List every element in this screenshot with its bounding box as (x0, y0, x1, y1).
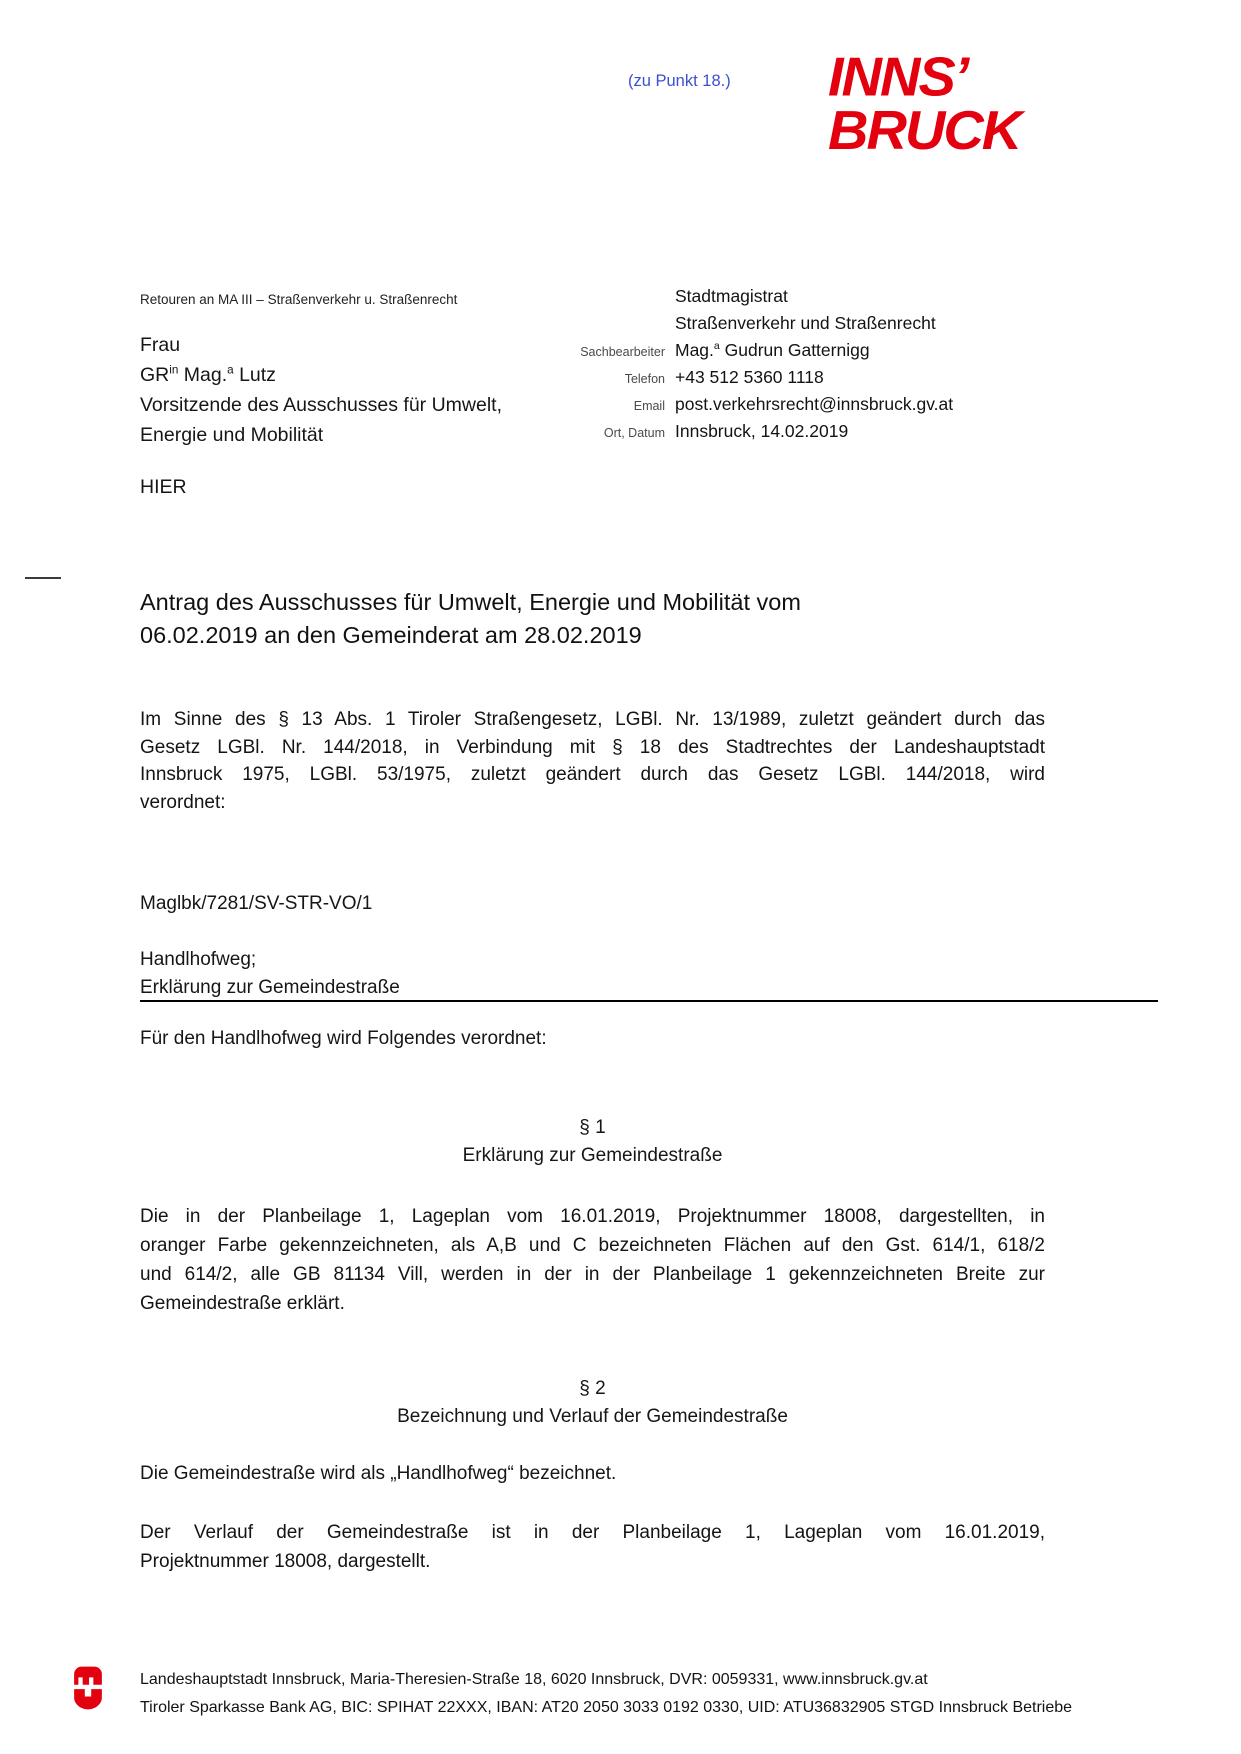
contact-info-block (515, 286, 1075, 448)
subject-block (140, 946, 1045, 1002)
agenda-point-note: (zu Punkt 18.) (628, 72, 731, 90)
phone-label: Telefon (624, 372, 665, 386)
fold-mark (25, 577, 61, 579)
text-line: Vorsitzende des Ausschusses für Umwelt, (140, 394, 502, 416)
document-title (140, 586, 1100, 652)
text-line: Energie und Mobilität (140, 424, 324, 446)
contact-row-phone (515, 367, 1075, 394)
clerk-value: Mag.$^a$ Gudrun Gatternigg (675, 340, 870, 360)
text-line: Im Sinne des § 13 Abs. 1 Tiroler Straßengesetz, LGBl. Nr. 13/1989, zuletzt geändert durch das (140, 709, 1045, 730)
date-label: Ort, Datum (603, 426, 665, 440)
contact-row-clerk (515, 340, 1075, 367)
section-1-paragraph (140, 1202, 1045, 1318)
section-1-title: Erklärung zur Gemeindestraße (462, 1145, 723, 1166)
text-line: Projektnummer 18008, dargestellt. (140, 1551, 431, 1572)
date-value: Innsbruck, 14.02.2019 (675, 421, 849, 441)
recipient-location: HIER (140, 476, 187, 498)
section-2-number: § 2 (579, 1378, 606, 1399)
text-line: oranger Farbe gekennzeichneten, als A,B und C bezeichneten Flächen auf den Gst. 614/1, 618/2 (140, 1235, 1045, 1256)
contact-department-row (515, 313, 1075, 340)
subject-street: Handlhofweg; (140, 949, 257, 970)
innsbruck-coat-of-arms-icon (72, 1666, 104, 1715)
text-line: Innsbruck 1975, LGBl. 53/1975, zuletzt geändert durch das Gesetz LGBl. 144/2018, wird (140, 764, 1045, 785)
section-2-heading (140, 1375, 1045, 1431)
section-2-title: Bezeichnung und Verlauf der Gemeindestraße (397, 1406, 788, 1427)
text-line: Gesetz LGBl. Nr. 144/2018, in Verbindung mit § 18 des Stadtrechtes der Landeshauptstadt (140, 736, 1045, 758)
decree-intro: Für den Handlhofweg wird Folgendes verordnet: (140, 1028, 547, 1049)
department-name: Straßenverkehr und Straßenrecht (675, 313, 936, 333)
text-line: Antrag des Ausschusses für Umwelt, Energie und Mobilität vom (140, 589, 801, 615)
text-line: verordnet: (140, 791, 226, 813)
section-1-number: § 1 (579, 1117, 606, 1138)
contact-row-date (515, 421, 1075, 448)
footer-address-line: Landeshauptstadt Innsbruck, Maria-Theresien-Straße 18, 6020 Innsbruck, DVR: 0059331, www.innsbruck.gv.at (140, 1671, 928, 1688)
text-line: Der Verlauf der Gemeindestraße ist in der Planbeilage 1, Lageplan vom 16.01.2019, (140, 1522, 1045, 1543)
section-2-sentence: Die Gemeindestraße wird als „Handlhofweg“ bezeichnet. (140, 1463, 617, 1484)
contact-row-email (515, 394, 1075, 421)
text-line: und 614/2, alle GB 81134 Vill, werden in der in der Planbeilage 1 gekennzeichneten Breite zur (140, 1264, 1045, 1285)
subject-matter: Erklärung zur Gemeindestraße (140, 977, 400, 998)
logo-line-2: BRUCK (828, 99, 1021, 161)
office-name: Stadtmagistrat (675, 286, 788, 306)
text-line: Frau (140, 334, 181, 356)
section-2-paragraph (140, 1518, 1045, 1576)
contact-office-row (515, 286, 1075, 313)
text-line: 06.02.2019 an den Gemeinderat am 28.02.2019 (140, 622, 642, 648)
email-value: post.verkehrsrecht@innsbruck.gv.at (675, 394, 954, 414)
return-address-note: Retouren an MA III – Straßenverkehr u. Straßenrecht (140, 292, 458, 307)
logo-line-1: INNS’ (828, 46, 968, 108)
footer-block (140, 1666, 1200, 1722)
text-line: $GR^{in}$ Mag.$^a$ Lutz (140, 363, 276, 386)
footer-bank-line: Tiroler Sparkasse Bank AG, BIC: SPIHAT 22XXX, IBAN: AT20 2050 3033 0192 0330, UID: ATU36832905 STGD Innsbruck Betriebe (140, 1699, 1073, 1716)
subject-underline (140, 1000, 1158, 1002)
clerk-label: Sachbearbeiter (580, 345, 665, 359)
section-1-heading (140, 1114, 1045, 1170)
text-line: Gemeindestraße erklärt. (140, 1293, 345, 1314)
phone-value: +43 512 5360 1118 (675, 367, 824, 387)
innsbruck-logo (828, 46, 1021, 161)
text-line: Die in der Planbeilage 1, Lageplan vom 16.01.2019, Projektnummer 18008, dargestellten, in (140, 1206, 1045, 1227)
legal-basis-paragraph (140, 706, 1045, 816)
email-label: Email (633, 399, 665, 413)
file-reference-number: Maglbk/7281/SV-STR-VO/1 (140, 893, 373, 914)
